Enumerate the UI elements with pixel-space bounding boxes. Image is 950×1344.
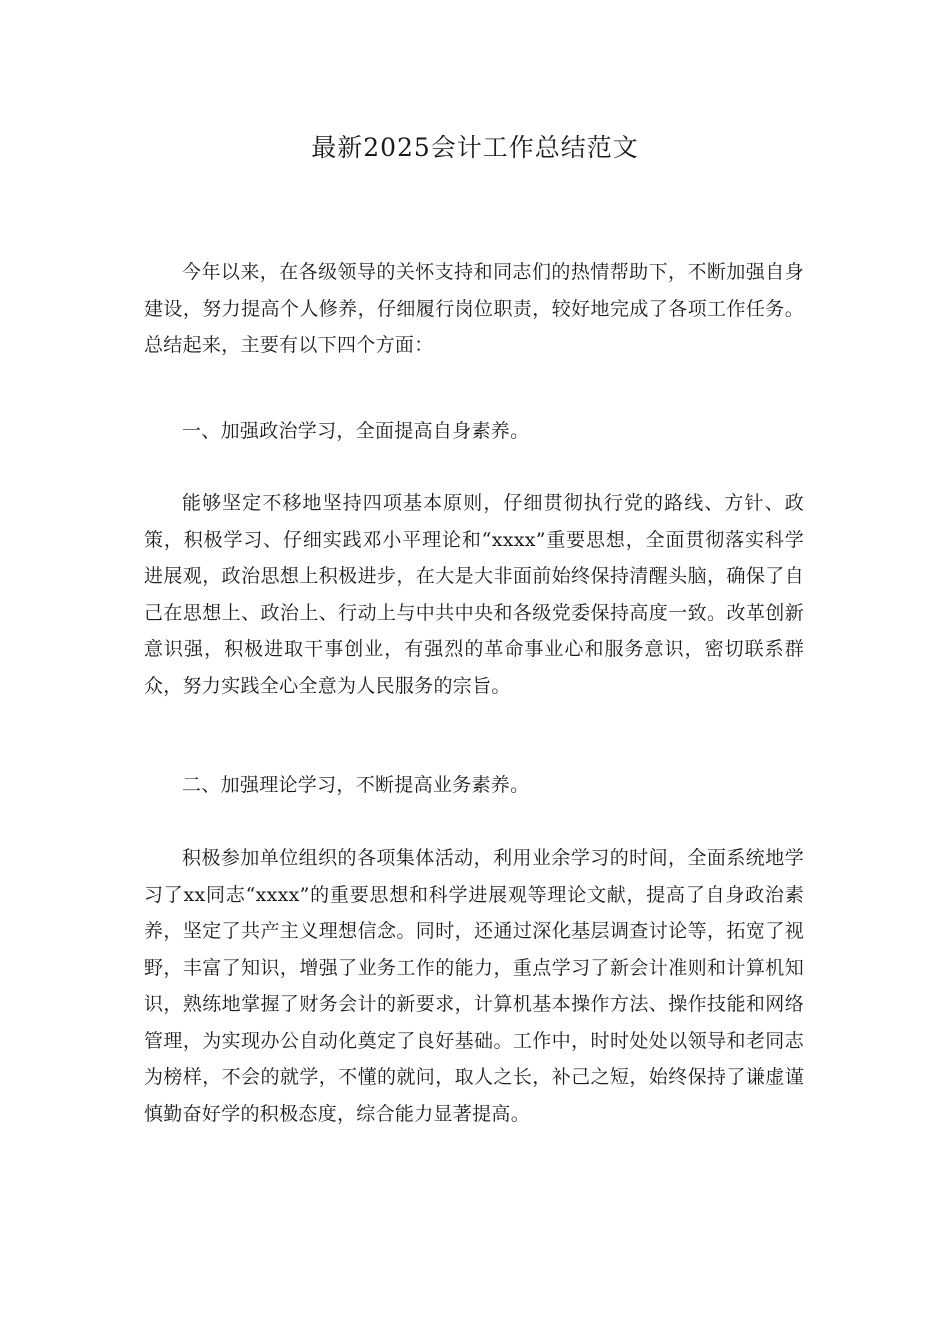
section-heading-1: 一、加强政治学习，全面提高自身素养。 xyxy=(182,420,530,442)
section-body-1: 能够坚定不移地坚持四项基本原则，仔细贯彻执行党的路线、方针、政策，积极学习、仔细实践邓小平理论和“xxxx”重要思想，全面贯彻落实科学进展观，政治思想上积极进步，在大是大非面前始终保持清醒头脑，确保了自己在思想上、政治上、行动上与中共中央和各级党委保持高度一致。改革创新意识强，积极进取干事创业，有强烈的革命事业心和服务意识，密切联系群众，努力实践全心全意为人民服务的宗旨。 xyxy=(144,492,804,697)
section-body-2: 积极参加单位组织的各项集体活动，利用业余学习的时间，全面系统地学习了xx同志“xxxx”的重要思想和科学进展观等理论文献，提高了自身政治素养，坚定了共产主义理想信念。同时，还通过深化基层调查讨论等，拓宽了视野，丰富了知识，增强了业务工作的能力，重点学习了新会计准则和计算机知识，熟练地掌握了财务会计的新要求，计算机基本操作方法、操作技能和网络管理，为实现办公自动化奠定了良好基础。工作中，时时处处以领导和老同志为榜样，不会的就学，不懂的就问，取人之长，补己之短，始终保持了谦虚谨慎勤奋好学的积极态度，综合能力显著提高。 xyxy=(144,847,804,1125)
intro-paragraph: 今年以来，在各级领导的关怀支持和同志们的热情帮助下，不断加强自身建设，努力提高个人修养，仔细履行岗位职责，较好地完成了各项工作任务。总结起来，主要有以下四个方面： xyxy=(144,261,804,356)
document-title: 最新2025会计工作总结范文 xyxy=(311,133,639,162)
section-heading-2: 二、加强理论学习，不断提高业务素养。 xyxy=(182,774,530,796)
